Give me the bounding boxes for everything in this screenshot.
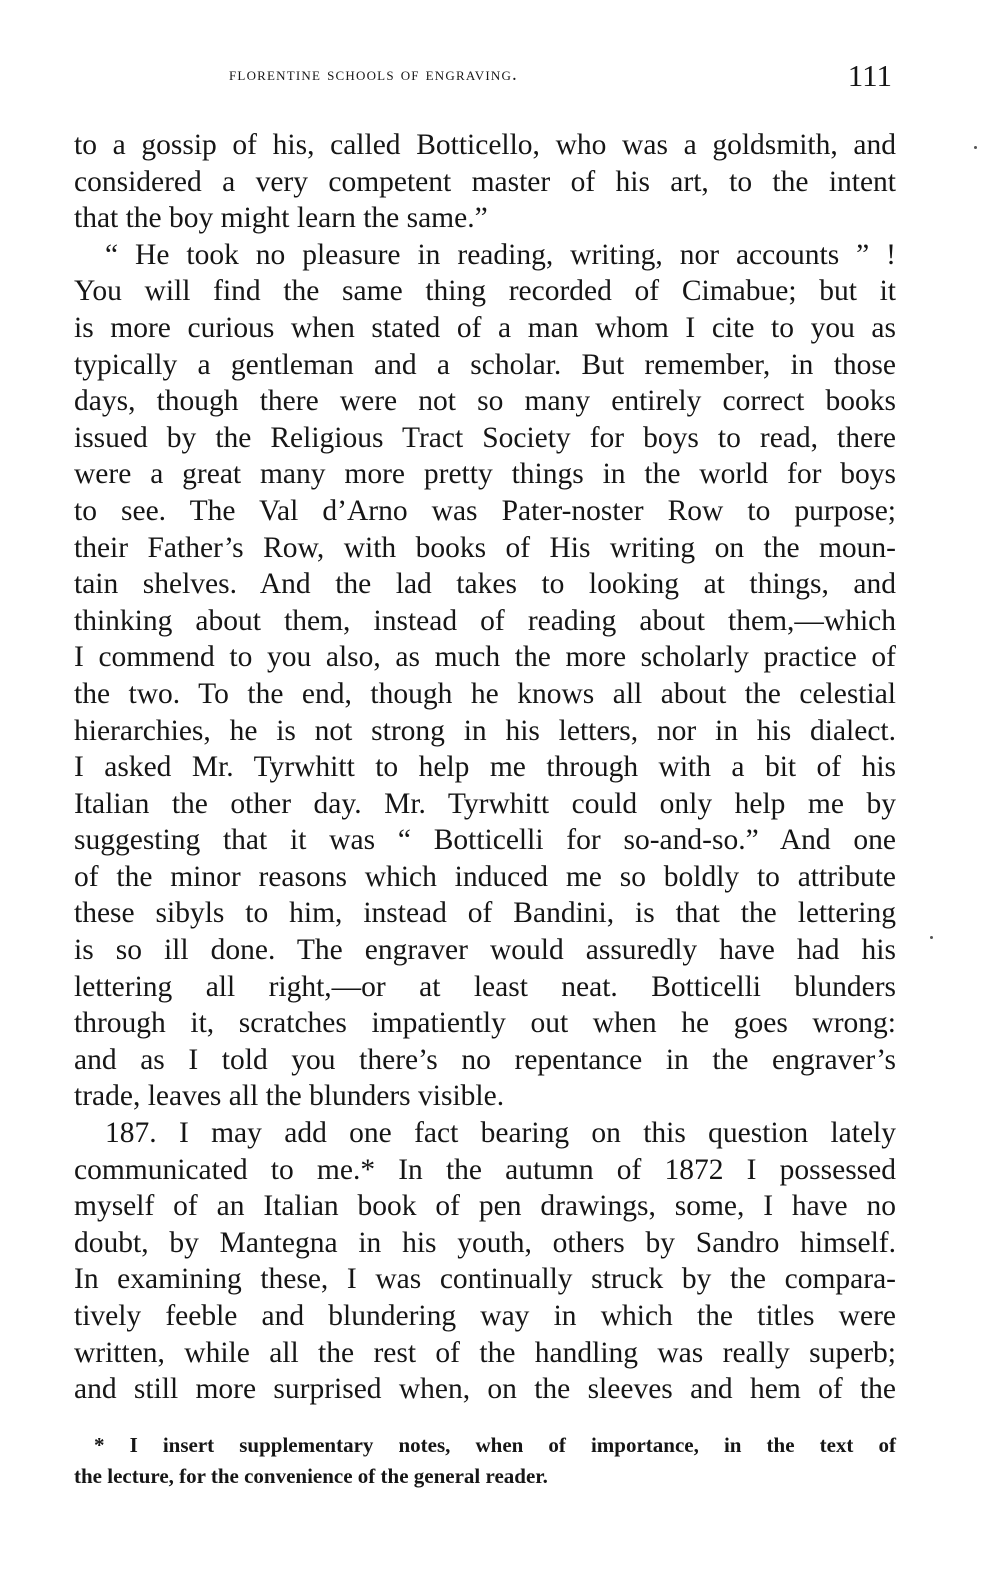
scan-speck — [930, 936, 933, 939]
text-line: trade, leaves all the blunders visible. — [74, 1080, 505, 1113]
footnote — [74, 1430, 896, 1492]
text-line: days, though there were not so many entirely correct books — [74, 385, 896, 418]
text-line: and still more surprised when, on the sleeves and hem of the — [74, 1373, 896, 1406]
text-line: tively feeble and blundering way in which the titles were — [74, 1300, 896, 1332]
text-line: 187. I may add one fact bearing on this question lately — [105, 1117, 896, 1150]
text-line: You will find the same thing recorded of Cimabue; but it — [74, 275, 896, 308]
running-head — [74, 58, 896, 92]
text-line: considered a very competent master of his art, to the intent — [74, 165, 896, 198]
text-line: written, while all the rest of the handling was really superb; — [74, 1336, 896, 1369]
text-line: “ He took no pleasure in reading, writing, nor accounts ” ! — [105, 238, 896, 271]
text-line: were a great many more pretty things in the world for boys — [74, 458, 896, 491]
scan-speck — [974, 146, 977, 149]
text-line: issued by the Religious Tract Society for boys to read, there — [74, 421, 896, 454]
text-line: I commend to you also, as much the more scholarly practice of — [74, 641, 896, 674]
text-line: these sibyls to him, instead of Bandini, is that the lettering — [74, 897, 896, 930]
text-line: to see. The Val d’Arno was Pater-noster Row to purpose; — [74, 494, 896, 527]
body-text — [74, 127, 896, 1408]
text-line: tain shelves. And the lad takes to looking at things, and — [74, 568, 896, 601]
text-line: and as I told you there’s no repentance in the engraver’s — [74, 1043, 896, 1076]
text-line: In examining these, I was continually struck by the compara- — [74, 1263, 896, 1296]
text-line: is more curious when stated of a man whom I cite to you as — [74, 311, 896, 344]
footnote-line: the lecture, for the convenience of the general reader. — [74, 1464, 548, 1488]
text-line: to a gossip of his, called Botticello, who was a goldsmith, and — [74, 129, 896, 161]
text-line: of the minor reasons which induced me so boldly to attribute — [74, 860, 896, 893]
text-line: communicated to me.* In the autumn of 1872 I possessed — [74, 1153, 896, 1186]
text-line: myself of an Italian book of pen drawings, some, I have no — [74, 1190, 896, 1223]
text-line: doubt, by Mantegna in his youth, others by Sandro himself. — [74, 1226, 896, 1259]
text-line: suggesting that it was “ Botticelli for so-and-so.” And one — [74, 824, 896, 857]
footnote-line: * I insert supplementary notes, when of importance, in the text of — [94, 1433, 896, 1457]
text-line: typically a gentleman and a scholar. But remember, in those — [74, 348, 896, 381]
text-line: the two. To the end, though he knows all about the celestial — [74, 677, 896, 710]
text-line: lettering all right,—or at least neat. Botticelli blunders — [74, 970, 896, 1003]
page-number: 111 — [847, 58, 892, 93]
text-line: I asked Mr. Tyrwhitt to help me through with a bit of his — [74, 751, 896, 784]
text-line: their Father’s Row, with books of His writing on the moun- — [74, 531, 896, 564]
text-line: Italian the other day. Mr. Tyrwhitt could only help me by — [74, 787, 896, 820]
running-title: florentine schools of engraving. — [229, 64, 519, 85]
text-line: hierarchies, he is not strong in his letters, nor in his dialect. — [74, 714, 896, 747]
text-line: through it, scratches impatiently out when he goes wrong: — [74, 1007, 896, 1040]
text-line: is so ill done. The engraver would assuredly have had his — [74, 934, 896, 967]
text-line: thinking about them, instead of reading about them,—which — [74, 604, 896, 637]
text-line: that the boy might learn the same.” — [74, 202, 488, 235]
